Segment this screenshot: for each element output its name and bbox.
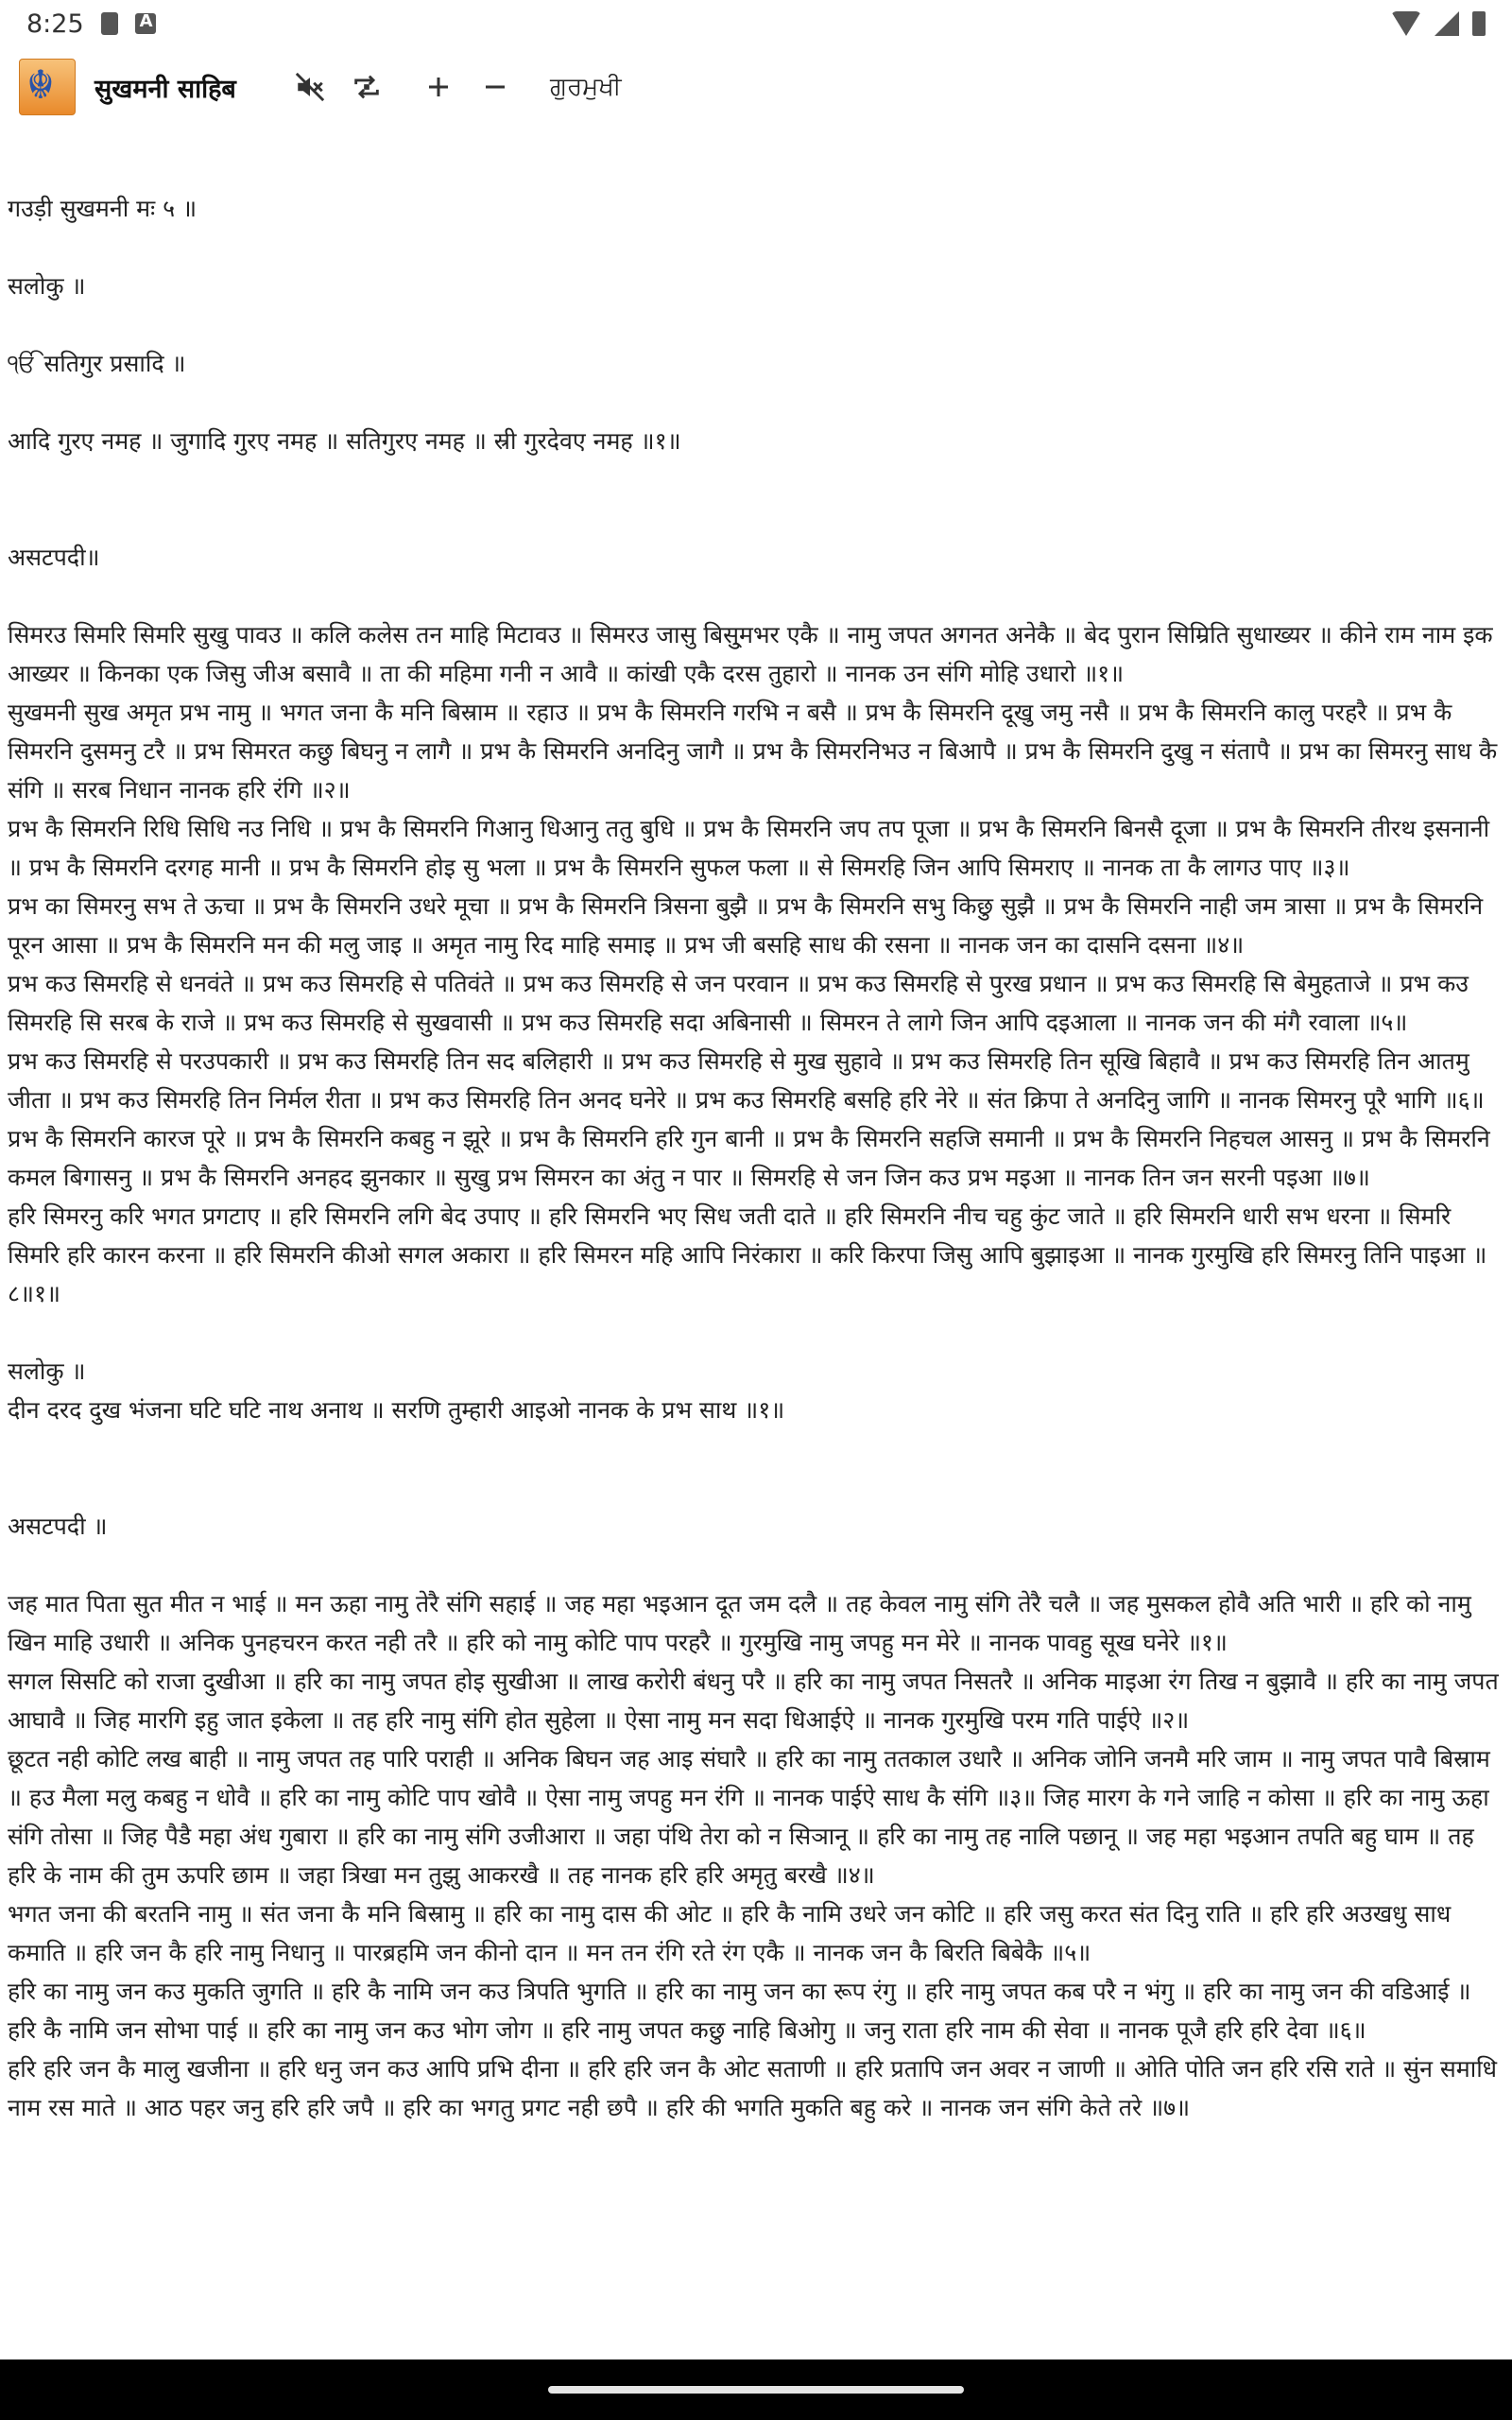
sd-card-icon: [101, 12, 118, 35]
bani-text: [8, 189, 1504, 2127]
mool-mantar: ੴ सतिगुर प्रसादि ॥: [8, 350, 186, 377]
app-title: सुखमनी साहिब: [94, 74, 236, 104]
status-right: [1391, 11, 1486, 36]
heading-gauri: गउड़ी सुखमनी मः ५ ॥: [8, 195, 198, 222]
gurmukhi-script-toggle[interactable]: ਗੁਰਮੁਖੀ: [550, 72, 622, 101]
salok-label: सलोकु ॥: [8, 1357, 86, 1385]
zoom-in-icon: [424, 73, 453, 101]
mute-button[interactable]: [284, 60, 336, 113]
verse-paragraph: प्रभ कउ सिमरहि से परउपकारी ॥ प्रभ कउ सिमरहि तिन सद बलिहारी ॥ प्रभ कउ सिमरहि से मुख सुहावे ॥ प्रभ कउ सिमरहि तिन सूखि बिहावै ॥ प्रभ कउ सिमरहि तिन आतमु जीता ॥ प्रभ कउ सिमरहि तिन निर्मल रीता ॥ प्रभ कउ सिमरहि तिन अनद घनेरे ॥ प्रभ कउ सिमरहि बसहि हरि नेरे ॥ संत क्रिपा ते अनदिनु जागि ॥ नानक सिमरनु पूरै भागि ॥६॥: [8, 1047, 1485, 1114]
signal-icon: [1435, 11, 1459, 36]
verse-paragraph: हरि हरि जन कै मालु खजीना ॥ हरि धनु जन कउ आपि प्रभि दीना ॥ हरि हरि जन कै ओट सताणी ॥ हरि प्रतापि जन अवर न जाणी ॥ ओति पोति जन हरि रसि राते ॥ सुंन समाधि नाम रस माते ॥ आठ पहर जनु हरि हरि जपै ॥ हरि का भगतु प्रगट नही छपै ॥ हरि की भगति मुकति बहु करे ॥ नानक जन संगि केते तरे ॥७॥: [8, 2055, 1498, 2121]
verse-line: दीन दरद दुख भंजना घटि घटि नाथ अनाथ ॥ सरणि तुम्हारी आइओ नानक के प्रभ साथ ॥१॥: [8, 1396, 785, 1424]
verse-paragraph: हरि का नामु जन कउ मुकति जुगति ॥ हरि कै नामि जन कउ त्रिपति भुगति ॥ हरि का नामु जन का रूप रंगु ॥ हरि नामु जपत कब परै न भंगु ॥ हरि का नामु जन की वडिआई ॥ हरि कै नामि जन सोभा पाई ॥ हरि का नामु जन कउ भोग जोग ॥ हरि नामु जपत कछु नाहि बिओगु ॥ जनु राता हरि नाम की सेवा ॥ नानक पूजै हरि हरि देवा ॥६॥: [8, 1978, 1471, 2044]
verse-paragraph: प्रभ कै सिमरनि रिधि सिधि नउ निधि ॥ प्रभ कै सिमरनि गिआनु धिआनु ततु बुधि ॥ प्रभ कै सिमरनि जप तप पूजा ॥ प्रभ कै सिमरनि बिनसै दूजा ॥ प्रभ कै सिमरनि तीरथ इसनानी ॥ प्रभ कै सिमरनि दरगह मानी ॥ प्रभ कै सिमरनि होइ सु भला ॥ प्रभ कै सिमरनि सुफल फला ॥ से सिमरहि जिन आपि सिमराए ॥ नानक ता कै लागउ पाए ॥३॥: [8, 815, 1490, 881]
zoom-in-button[interactable]: [412, 60, 465, 113]
repeat-button[interactable]: [340, 60, 393, 113]
salok-label: सलोकु ॥: [8, 272, 86, 300]
zoom-out-icon: [481, 73, 509, 101]
verse-paragraph: जह मात पिता सुत मीत न भाई ॥ मन ऊहा नामु तेरै संगि सहाई ॥ जह महा भइआन दूत जम दलै ॥ तह केवल नामु संगि तेरै चलै ॥ जह मुसकल होवै अति भारी ॥ हरि को नामु खिन माहि उधारी ॥ अनिक पुनहचरन करत नही तरै ॥ हरि को नामु कोटि पाप परहरै ॥ गुरमुखि नामु जपहु मन मेरे ॥ नानक पावहु सूख घनेरे ॥१॥: [8, 1590, 1471, 1656]
mute-icon: [294, 71, 326, 103]
verse-paragraph: सगल सिसटि को राजा दुखीआ ॥ हरि का नामु जपत होइ सुखीआ ॥ लाख करोरी बंधनु परै ॥ हरि का नामु जपत निसतरै ॥ अनिक माइआ रंग तिख न बुझावै ॥ हरि का नामु जपत आघावै ॥ जिह मारगि इहु जात इकेला ॥ तह हरि नामु संगि होत सुहेला ॥ ऐसा नामु मन सदा धिआईऐ ॥ नानक गुरमुखि परम गति पाईऐ ॥२॥: [8, 1668, 1499, 1734]
ashtpadi-label: असटपदी ॥: [8, 1512, 108, 1540]
a-icon: [135, 13, 156, 34]
status-left: [26, 9, 156, 39]
verse-paragraph: सुखमनी सुख अमृत प्रभ नामु ॥ भगत जना कै मनि बिस्राम ॥ रहाउ ॥ प्रभ कै सिमरनि गरभि न बसै ॥ प्रभ कै सिमरनि दूखु जमु नसै ॥ प्रभ कै सिमरनि कालु परहरै ॥ प्रभ कै सिमरनि दुसमनु टरै ॥ प्रभ सिमरत कछु बिघनु न लागै ॥ प्रभ कै सिमरनि अनदिनु जागै ॥ प्रभ कै सिमरनिभउ न बिआपै ॥ प्रभ कै सिमरनि दुखु न संतापै ॥ प्रभ का सिमरनु साध कै संगि ॥ सरब निधान नानक हरि रंगि ॥२॥: [8, 699, 1498, 804]
battery-icon: [1472, 11, 1486, 36]
verse-paragraph: छूटत नही कोटि लख बाही ॥ नामु जपत तह पारि पराही ॥ अनिक बिघन जह आइ संघारै ॥ हरि का नामु ततकाल उधारै ॥ अनिक जोनि जनमै मरि जाम ॥ नामु जपत पावै बिस्राम ॥ हउ मैला मलु कबहु न धोवै ॥ हरि का नामु कोटि पाप खोवै ॥ ऐसा नामु जपहु मन रंगि ॥ नानक पाईऐ साध कै संगि ॥३॥ जिह मारग के गने जाहि न कोसा ॥ हरि का नामु ऊहा संगि तोसा ॥ जिह पैडै महा अंध गुबारा ॥ हरि का नामु संगि उजीआरा ॥ जहा पंथि तेरा को न सिञानू ॥ हरि का नामु तह नालि पछानू ॥ जह महा भइआन तपति बहु घाम ॥ तह हरि के नाम की तुम ऊपरि छाम ॥ जहा त्रिखा मन तुझु आकरखै ॥ तह नानक हरि हरि अमृतु बरखै ॥४॥: [8, 1745, 1490, 1889]
status-time: 8:25: [26, 9, 84, 39]
verse-paragraph: प्रभ कउ सिमरहि से धनवंते ॥ प्रभ कउ सिमरहि से पतिवंते ॥ प्रभ कउ सिमरहि से जन परवान ॥ प्रभ कउ सिमरहि से पुरख प्रधान ॥ प्रभ कउ सिमरहि सि बेमुहताजे ॥ प्रभ कउ सिमरहि सि सरब के राजे ॥ प्रभ कउ सिमरहि से सुखवासी ॥ प्रभ कउ सिमरहि सदा अबिनासी ॥ सिमरन ते लागे जिन आपि दइआला ॥ नानक जन की मंगै रवाला ॥५॥: [8, 970, 1469, 1036]
khanda-icon: [19, 59, 76, 115]
toolbar: [0, 49, 1512, 125]
repeat-icon: [351, 71, 383, 103]
zoom-out-button[interactable]: [469, 60, 522, 113]
verse-paragraph: हरि सिमरनु करि भगत प्रगटाए ॥ हरि सिमरनि लगि बेद उपाए ॥ हरि सिमरनि भए सिध जती दाते ॥ हरि सिमरनि नीच चहु कुंट जाते ॥ हरि सिमरनि धारी सभ धरना ॥ सिमरि सिमरि हरि कारन करना ॥ हरि सिमरनि कीओ सगल अकारा ॥ हरि सिमरन महि आपि निरंकारा ॥ करि किरपा जिसु आपि बुझाइआ ॥ नानक गुरमुखि हरि सिमरनु तिनि पाइआ ॥८॥१॥: [8, 1202, 1487, 1307]
status-bar: [0, 0, 1512, 47]
verse-paragraph: प्रभ का सिमरनु सभ ते ऊचा ॥ प्रभ कै सिमरनि उधरे मूचा ॥ प्रभ कै सिमरनि त्रिसना बुझै ॥ प्रभ कै सिमरनि सभु किछु सुझै ॥ प्रभ कै सिमरनि नाही जम त्रासा ॥ प्रभ कै सिमरनि पूरन आसा ॥ प्रभ कै सिमरनि मन की मलु जाइ ॥ अमृत नामु रिद माहि समाइ ॥ प्रभ जी बसहि साध की रसना ॥ नानक जन का दासनि दसना ॥४॥: [8, 892, 1484, 959]
verse-paragraph: प्रभ कै सिमरनि कारज पूरे ॥ प्रभ कै सिमरनि कबहु न झूरे ॥ प्रभ कै सिमरनि हरि गुन बानी ॥ प्रभ कै सिमरनि सहजि समानी ॥ प्रभ कै सिमरनि निहचल आसनु ॥ प्रभ कै सिमरनि कमल बिगासनु ॥ प्रभ कै सिमरनि अनहद झुनकार ॥ सुखु प्रभ सिमरन का अंतु न पार ॥ सिमरहि से जन जिन कउ प्रभ मइआ ॥ नानक तिन जन सरनी पइआ ॥७॥: [8, 1125, 1490, 1191]
verse-paragraph: भगत जना की बरतनि नामु ॥ संत जना कै मनि बिस्रामु ॥ हरि का नामु दास की ओट ॥ हरि कै नामि उधरे जन कोटि ॥ हरि जसु करत संत दिनु राति ॥ हरि हरि अउखधु साध कमाति ॥ हरि जन कै हरि नामु निधानु ॥ पारब्रहमि जन कीनो दान ॥ मन तन रंगि रते रंग एकै ॥ नानक जन कै बिरति बिबेकै ॥५॥: [8, 1900, 1452, 1966]
home-gesture-handle[interactable]: [548, 2386, 964, 2394]
navigation-bar: [0, 2360, 1512, 2420]
verse-paragraph: सिमरउ सिमरि सिमरि सुखु पावउ ॥ कलि कलेस तन माहि मिटावउ ॥ सिमरउ जासु बिसु्मभर एकै ॥ नामु जपत अगनत अनेकै ॥ बेद पुरान सिम्रिति सुधाख्यर ॥ कीने राम नाम इक आख्यर ॥ किनका एक जिसु जीअ बसावै ॥ ता की महिमा गनी न आवै ॥ कांखी एकै दरस तुहारो ॥ नानक उन संगि मोहि उधारो ॥१॥: [8, 621, 1493, 687]
verse-line: आदि गुरए नमह ॥ जुगादि गुरए नमह ॥ सतिगुरए नमह ॥ स्री गुरदेवए नमह ॥१॥: [8, 427, 681, 455]
wifi-icon: [1391, 11, 1421, 36]
ashtpadi-label: असटपदी॥: [8, 544, 100, 571]
